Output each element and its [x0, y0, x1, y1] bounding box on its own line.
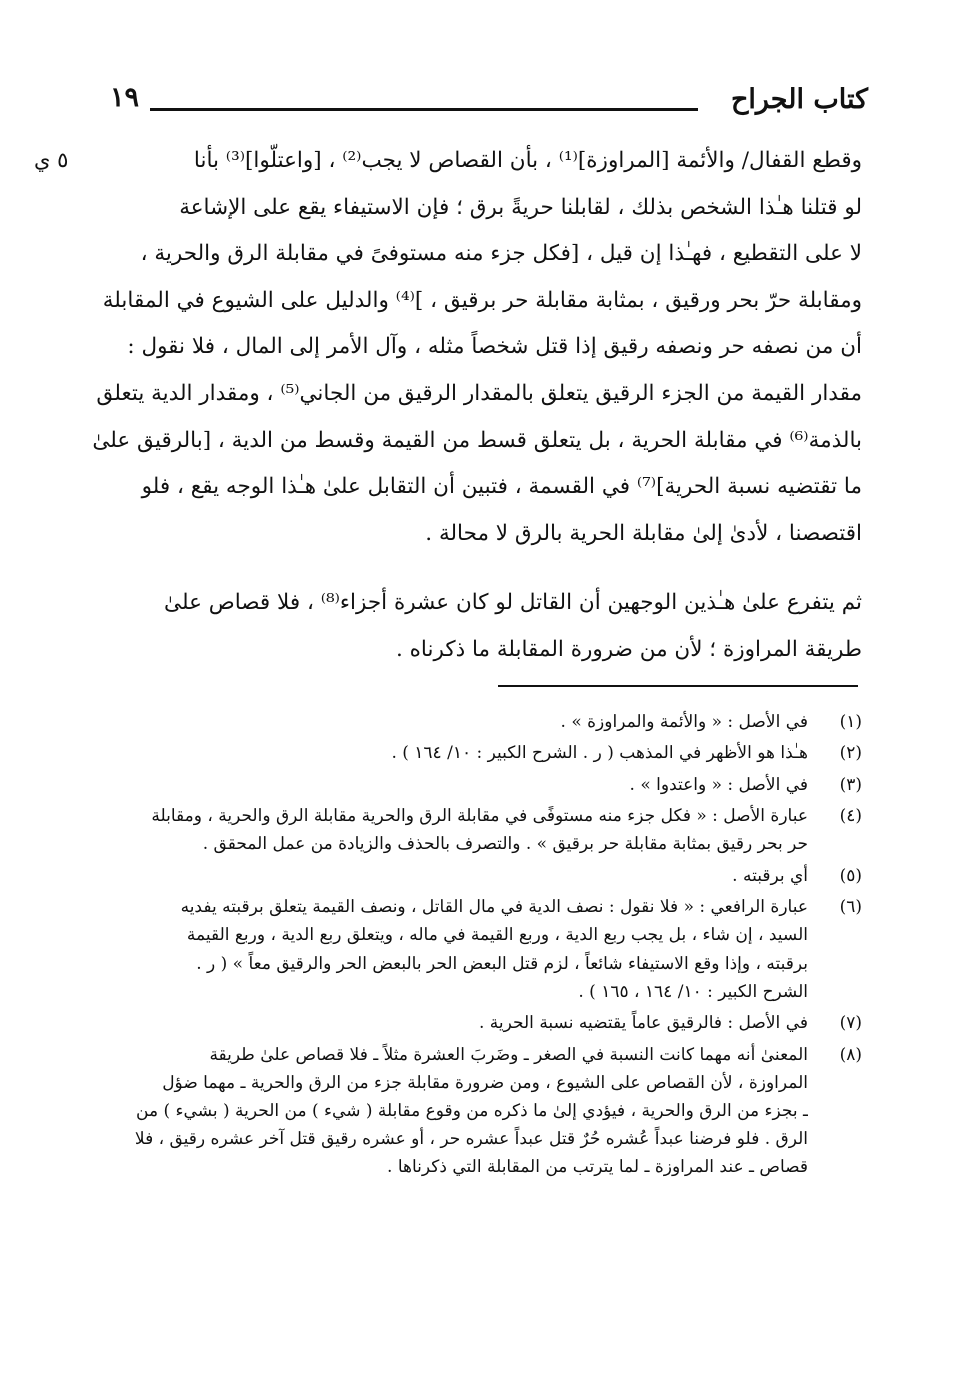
footnote-line: المعنىٰ أنه مهما كانت النسبة في الصغر ـ وضَربَ العشرة مثلاً ـ فلا قصاص علىٰ طريقة — [209, 1044, 808, 1065]
text-line: لا على التقطيع ، فهـٰذا إن قيل ، [فكل جزء منه مستوفىً في مقابلة الرق والحرية ، — [140, 241, 862, 267]
footnote-line: المراوزة ، لأن القصاص على الشيوع ، ومن ضرورة مقابلة جزء من الرق والحرية ـ مهما ضؤل — [162, 1072, 808, 1093]
footnote-line: في الأصل : « واعتدوا » . — [629, 774, 808, 795]
footnote-line: ـ بجزء من الرق والحرية ، فيؤدي إلىٰ ما ذكره من وقوع مقابلة ( شيء ) من الحرية ( بشيء ) من — [136, 1100, 808, 1121]
text-line: مقدار القيمة من الجزء الرقيق يتعلق بالمقدار الرقيق من الجاني⁽⁵⁾ ، ومقدار الدية يتعلق — [96, 380, 862, 406]
footnote-number: (٧) — [839, 1013, 862, 1034]
footnotes — [78, 708, 862, 1185]
page-header — [110, 82, 868, 126]
footnote-line: أي برقبته . — [732, 865, 808, 886]
footnote-line: في الأصل : فالرقيق عاماً يقتضيه نسبة الحرية . — [479, 1013, 808, 1034]
footnote-text — [78, 862, 808, 890]
footnote — [78, 739, 862, 767]
footnote-line: الرق . فلو فرضنا عبداً عُشره حُرٌ قتل عبداً عشره حر ، أو عشره رقيق قتل آخر عشره رقيق ، فلا — [134, 1129, 808, 1150]
footnote-number: (٣) — [839, 774, 862, 795]
footnote-line: السيد ، إن شاء ، بل يجب ربع الدية ، وربع القيمة في ماله ، ويتعلق ربع الدية ، وربع القيمة — [186, 925, 808, 946]
page-number: ١٩ — [110, 82, 140, 113]
footnote-text — [78, 893, 808, 1006]
footnote-line: حر بحر رقيق بمثابة مقابلة حر برقيق » . والتصرف بالحذف والزيادة من عمل المحقق . — [202, 834, 808, 855]
manuscript-folio-marker: ٥ ي — [34, 148, 69, 172]
footnote-text — [78, 739, 808, 767]
footnote-line: عبارة الرافعي : « فلا نقول : نصف الدية في مال القاتل ، ونصف القيمة يتعلق برقبته يفديه — [180, 897, 808, 918]
footnote-text — [78, 771, 808, 799]
text-line: طريقة المراوزة ؛ لأن من ضرورة المقابلة ما ذكرناه . — [396, 636, 862, 662]
footnote-number: (٥) — [839, 865, 862, 886]
paragraph — [80, 580, 862, 673]
text-line: لو قتلنا هـٰذا الشخص بذلك ، لقابلنا حريةً برق ؛ فإن الاستيفاء يقع على الإشاعة — [179, 194, 862, 220]
header-rule — [150, 108, 698, 111]
text-line: أن من نصفه حر ونصفه رقيق إذا قتل شخصاً مثله ، وآل الأمر إلى المال ، فلا نقول : — [127, 334, 862, 360]
footnote — [78, 1041, 862, 1182]
footnote — [78, 708, 862, 736]
footnote-number: (٨) — [839, 1044, 862, 1065]
text-line: ومقابلة حرّ بحر ورقيق ، بمثابة مقابلة حر برقيق ، ]⁽⁴⁾ والدليل على الشيوع في المقابلة — [102, 287, 862, 313]
footnote — [78, 771, 862, 799]
footnote — [78, 802, 862, 858]
footnote — [78, 893, 862, 1006]
text-line: وقطع القفال/ والأئمة [المراوزة]⁽¹⁾ ، بأن القصاص لا يجب⁽²⁾ ، [واعتلّوا]⁽³⁾ بأنا — [193, 148, 862, 173]
footnote-line: برقبته ، وإذا وقع الاستيفاء شائعاً ، لزم قتل البعض الحر بالبعض الحر والرقيق معاً » ( ر . — [196, 953, 808, 974]
footnote-line: هـٰذا هو الأظهر في المذهب ( ر . الشرح الكبير : ١٠/ ١٦٤ ) . — [391, 743, 808, 764]
text-line: اقتصصنا ، لأدىٰ إلىٰ مقابلة الحرية بالرق لا محالة . — [425, 520, 862, 546]
footnote — [78, 862, 862, 890]
running-title: كتاب الجراح — [730, 84, 868, 115]
footnote — [78, 1009, 862, 1037]
paragraph — [80, 138, 862, 557]
footnote-line: الشرح الكبير : ١٠/ ١٦٤ ، ١٦٥ ) . — [578, 981, 808, 1002]
text-line: ما تقتضيه نسبة الحرية]⁽⁷⁾ في القسمة ، فتبين أن التقابل علىٰ هـٰذا الوجه يقع ، فلو — [141, 474, 862, 500]
footnote-text — [78, 1009, 808, 1037]
footnote-separator — [498, 685, 858, 687]
footnote-text — [78, 802, 808, 858]
text-line: بالذمة⁽⁶⁾ في مقابلة الحرية ، بل يتعلق قسط من القيمة وقسط من الدية ، [بالرقيق علىٰ — [92, 427, 862, 453]
footnote-number: (١) — [839, 712, 862, 732]
footnote-number: (٦) — [839, 897, 862, 918]
footnote-line: عبارة الأصل : « فكل جزء منه مستوفًى في مقابلة الرق والحرية مقابلة الرق والحرية ، ومقابلة — [151, 806, 808, 827]
footnote-text — [78, 1041, 808, 1182]
text-line: ثم يتفرع علىٰ هـٰذين الوجهين أن القاتل لو كان عشرة أجزاء⁽⁸⁾ ، فلا قصاص علىٰ — [164, 590, 862, 615]
footnote-line: قصاص ـ عند المراوزة ـ لما يترتب من المقابلة التي ذكرناها . — [387, 1157, 808, 1178]
footnote-line: في الأصل : « والأئمة والمراوزة » . — [560, 712, 808, 732]
footnote-number: (٤) — [839, 806, 862, 827]
footnote-number: (٢) — [839, 743, 862, 764]
footnote-text — [78, 708, 808, 736]
